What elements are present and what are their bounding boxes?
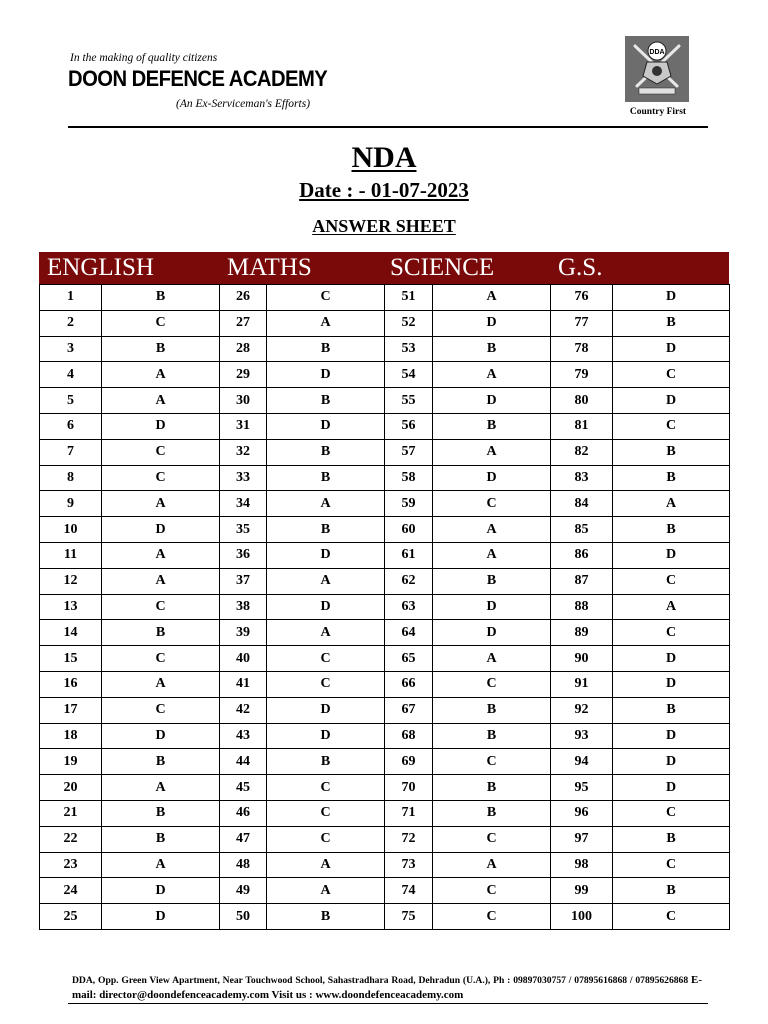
question-number-cell: 60: [385, 517, 433, 543]
answer-key-cell: B: [102, 800, 220, 826]
answer-key-cell: D: [102, 723, 220, 749]
question-number-cell: 73: [385, 852, 433, 878]
question-number-cell: 89: [551, 620, 613, 646]
question-number-cell: 26: [220, 285, 267, 311]
question-number-cell: 33: [220, 465, 267, 491]
answer-key-cell: C: [613, 904, 730, 930]
answer-key-cell: C: [613, 852, 730, 878]
answer-key-cell: C: [267, 646, 385, 672]
answer-key-cell: A: [433, 439, 551, 465]
answer-key-cell: A: [102, 568, 220, 594]
answer-key-cell: D: [267, 362, 385, 388]
answer-key-cell: B: [267, 465, 385, 491]
table-row: [40, 336, 730, 362]
table-row: [40, 878, 730, 904]
question-number-cell: 95: [551, 775, 613, 801]
question-number-cell: 68: [385, 723, 433, 749]
question-number-cell: 11: [40, 542, 102, 568]
question-number-cell: 70: [385, 775, 433, 801]
answer-key-cell: C: [433, 826, 551, 852]
answer-key-cell: B: [613, 517, 730, 543]
table-row: [40, 775, 730, 801]
question-number-cell: 54: [385, 362, 433, 388]
question-number-cell: 35: [220, 517, 267, 543]
section-science: SCIENCE: [390, 254, 495, 281]
question-number-cell: 9: [40, 491, 102, 517]
question-number-cell: 61: [385, 542, 433, 568]
academy-subtitle: (An Ex-Serviceman's Efforts): [176, 98, 311, 110]
answer-key-cell: B: [433, 775, 551, 801]
table-row: [40, 465, 730, 491]
question-number-cell: 92: [551, 697, 613, 723]
answer-key-cell: D: [267, 697, 385, 723]
answer-key-cell: B: [433, 568, 551, 594]
question-number-cell: 45: [220, 775, 267, 801]
table-row: [40, 800, 730, 826]
question-number-cell: 59: [385, 491, 433, 517]
question-number-cell: 10: [40, 517, 102, 543]
question-number-cell: 27: [220, 310, 267, 336]
answer-table: [39, 284, 730, 930]
answer-key-cell: B: [102, 285, 220, 311]
sheet-title-text: ANSWER SHEET: [312, 216, 456, 236]
answer-key-cell: B: [613, 465, 730, 491]
question-number-cell: 55: [385, 388, 433, 414]
answer-key-cell: D: [613, 542, 730, 568]
question-number-cell: 65: [385, 646, 433, 672]
question-number-cell: 87: [551, 568, 613, 594]
question-number-cell: 49: [220, 878, 267, 904]
answer-key-cell: A: [267, 310, 385, 336]
answer-table-body: [40, 285, 730, 930]
question-number-cell: 4: [40, 362, 102, 388]
exam-date: [0, 178, 768, 203]
question-number-cell: 85: [551, 517, 613, 543]
question-number-cell: 18: [40, 723, 102, 749]
question-number-cell: 47: [220, 826, 267, 852]
answer-key-cell: A: [102, 362, 220, 388]
answer-key-cell: B: [433, 697, 551, 723]
question-number-cell: 8: [40, 465, 102, 491]
answer-key-cell: C: [102, 697, 220, 723]
question-number-cell: 63: [385, 594, 433, 620]
answer-key-cell: A: [102, 388, 220, 414]
academy-name: DOON DEFENCE ACADEMY: [68, 66, 328, 91]
question-number-cell: 29: [220, 362, 267, 388]
answer-key-cell: B: [613, 439, 730, 465]
question-number-cell: 32: [220, 439, 267, 465]
answer-key-cell: B: [433, 413, 551, 439]
answer-key-cell: C: [613, 413, 730, 439]
answer-key-cell: A: [267, 568, 385, 594]
answer-key-cell: D: [613, 723, 730, 749]
table-row: [40, 362, 730, 388]
answer-key-cell: C: [433, 671, 551, 697]
question-number-cell: 3: [40, 336, 102, 362]
question-number-cell: 39: [220, 620, 267, 646]
question-number-cell: 51: [385, 285, 433, 311]
question-number-cell: 40: [220, 646, 267, 672]
answer-key-cell: C: [613, 620, 730, 646]
answer-key-cell: A: [102, 542, 220, 568]
question-number-cell: 79: [551, 362, 613, 388]
question-number-cell: 88: [551, 594, 613, 620]
answer-key-cell: C: [102, 439, 220, 465]
question-number-cell: 20: [40, 775, 102, 801]
answer-key-cell: B: [102, 336, 220, 362]
answer-key-cell: A: [433, 646, 551, 672]
academy-logo: [625, 36, 689, 102]
question-number-cell: 76: [551, 285, 613, 311]
question-number-cell: 34: [220, 491, 267, 517]
answer-key-cell: A: [102, 491, 220, 517]
question-number-cell: 13: [40, 594, 102, 620]
question-number-cell: 5: [40, 388, 102, 414]
table-row: [40, 310, 730, 336]
question-number-cell: 23: [40, 852, 102, 878]
answer-key-cell: A: [267, 491, 385, 517]
question-number-cell: 58: [385, 465, 433, 491]
question-number-cell: 78: [551, 336, 613, 362]
answer-key-cell: C: [267, 775, 385, 801]
answer-key-cell: D: [102, 878, 220, 904]
answer-key-cell: D: [102, 904, 220, 930]
question-number-cell: 28: [220, 336, 267, 362]
answer-key-cell: D: [613, 775, 730, 801]
answer-key-cell: B: [267, 517, 385, 543]
answer-key-cell: A: [267, 852, 385, 878]
answer-key-cell: B: [267, 439, 385, 465]
question-number-cell: 72: [385, 826, 433, 852]
answer-key-cell: B: [267, 336, 385, 362]
question-number-cell: 42: [220, 697, 267, 723]
question-number-cell: 41: [220, 671, 267, 697]
question-number-cell: 38: [220, 594, 267, 620]
question-number-cell: 17: [40, 697, 102, 723]
footer-divider: [68, 1003, 708, 1004]
answer-key-cell: D: [433, 620, 551, 646]
question-number-cell: 36: [220, 542, 267, 568]
question-number-cell: 80: [551, 388, 613, 414]
answer-key-cell: D: [102, 517, 220, 543]
footer-contact: [72, 973, 702, 1003]
question-number-cell: 43: [220, 723, 267, 749]
question-number-cell: 66: [385, 671, 433, 697]
question-number-cell: 64: [385, 620, 433, 646]
question-number-cell: 75: [385, 904, 433, 930]
answer-key-cell: C: [102, 310, 220, 336]
question-number-cell: 93: [551, 723, 613, 749]
answer-key-cell: C: [102, 594, 220, 620]
answer-key-cell: D: [613, 336, 730, 362]
question-number-cell: 1: [40, 285, 102, 311]
table-row: [40, 594, 730, 620]
answer-key-cell: C: [613, 568, 730, 594]
answer-key-cell: D: [613, 388, 730, 414]
question-number-cell: 25: [40, 904, 102, 930]
table-row: [40, 723, 730, 749]
answer-key-cell: B: [102, 749, 220, 775]
footer-address: DDA, Opp. Green View Apartment, Near Touchwood School, Sahastradhara Road, Dehradun (U.A.), Ph : 09897030757 / 07895616868 / 07895626868: [72, 975, 689, 986]
question-number-cell: 22: [40, 826, 102, 852]
question-number-cell: 69: [385, 749, 433, 775]
table-row: [40, 671, 730, 697]
sheet-title: [0, 216, 768, 237]
answer-key-cell: D: [433, 465, 551, 491]
answer-key-cell: D: [267, 542, 385, 568]
table-row: [40, 749, 730, 775]
exam-title-text: NDA: [351, 141, 417, 174]
answer-key-cell: B: [433, 723, 551, 749]
answer-key-cell: B: [613, 310, 730, 336]
answer-key-cell: C: [267, 826, 385, 852]
answer-key-cell: B: [102, 826, 220, 852]
tagline: In the making of quality citizens: [70, 52, 218, 64]
question-number-cell: 2: [40, 310, 102, 336]
table-row: [40, 517, 730, 543]
table-row: [40, 413, 730, 439]
answer-key-cell: B: [267, 904, 385, 930]
answer-key-cell: A: [613, 594, 730, 620]
answer-key-cell: C: [267, 671, 385, 697]
table-row: [40, 904, 730, 930]
question-number-cell: 98: [551, 852, 613, 878]
question-number-cell: 96: [551, 800, 613, 826]
answer-key-cell: A: [433, 852, 551, 878]
answer-key-cell: B: [613, 826, 730, 852]
question-number-cell: 53: [385, 336, 433, 362]
answer-key-cell: A: [613, 491, 730, 517]
question-number-cell: 16: [40, 671, 102, 697]
answer-key-cell: C: [267, 285, 385, 311]
section-english: ENGLISH: [47, 254, 154, 281]
question-number-cell: 81: [551, 413, 613, 439]
question-number-cell: 7: [40, 439, 102, 465]
answer-key-cell: A: [102, 775, 220, 801]
answer-key-cell: B: [433, 800, 551, 826]
exam-date-text: Date : - 01-07-2023: [299, 178, 469, 202]
answer-key-cell: C: [433, 904, 551, 930]
question-number-cell: 30: [220, 388, 267, 414]
section-header-band: [39, 252, 729, 284]
answer-key-cell: C: [102, 646, 220, 672]
answer-key-cell: A: [102, 671, 220, 697]
question-number-cell: 46: [220, 800, 267, 826]
question-number-cell: 31: [220, 413, 267, 439]
answer-key-cell: D: [613, 646, 730, 672]
question-number-cell: 50: [220, 904, 267, 930]
question-number-cell: 90: [551, 646, 613, 672]
question-number-cell: 19: [40, 749, 102, 775]
answer-key-cell: A: [433, 362, 551, 388]
table-row: [40, 388, 730, 414]
table-row: [40, 285, 730, 311]
answer-key-cell: D: [433, 594, 551, 620]
answer-key-cell: B: [613, 697, 730, 723]
answer-key-cell: D: [613, 749, 730, 775]
question-number-cell: 97: [551, 826, 613, 852]
table-row: [40, 620, 730, 646]
question-number-cell: 100: [551, 904, 613, 930]
question-number-cell: 71: [385, 800, 433, 826]
table-row: [40, 568, 730, 594]
question-number-cell: 21: [40, 800, 102, 826]
answer-key-cell: A: [267, 620, 385, 646]
table-row: [40, 852, 730, 878]
question-number-cell: 83: [551, 465, 613, 491]
question-number-cell: 57: [385, 439, 433, 465]
section-maths: MATHS: [227, 254, 312, 281]
question-number-cell: 12: [40, 568, 102, 594]
table-row: [40, 826, 730, 852]
answer-key-cell: D: [433, 310, 551, 336]
answer-key-cell: B: [613, 878, 730, 904]
table-row: [40, 697, 730, 723]
question-number-cell: 91: [551, 671, 613, 697]
table-row: [40, 646, 730, 672]
question-number-cell: 14: [40, 620, 102, 646]
answer-key-cell: D: [433, 388, 551, 414]
question-number-cell: 77: [551, 310, 613, 336]
answer-key-cell: D: [102, 413, 220, 439]
exam-title: [0, 141, 768, 175]
answer-key-cell: A: [267, 878, 385, 904]
answer-key-cell: D: [613, 671, 730, 697]
header-divider: [68, 126, 708, 128]
answer-key-cell: B: [433, 336, 551, 362]
question-number-cell: 37: [220, 568, 267, 594]
question-number-cell: 24: [40, 878, 102, 904]
answer-key-cell: C: [613, 362, 730, 388]
question-number-cell: 52: [385, 310, 433, 336]
answer-key-cell: B: [267, 388, 385, 414]
footer-email-web: E-mail: director@doondefenceacademy.com Visit us : www.doondefenceacademy.com: [72, 974, 702, 1001]
question-number-cell: 44: [220, 749, 267, 775]
question-number-cell: 94: [551, 749, 613, 775]
question-number-cell: 84: [551, 491, 613, 517]
answer-key-cell: C: [267, 800, 385, 826]
question-number-cell: 15: [40, 646, 102, 672]
question-number-cell: 82: [551, 439, 613, 465]
question-number-cell: 86: [551, 542, 613, 568]
answer-key-cell: C: [433, 878, 551, 904]
answer-key-cell: D: [267, 723, 385, 749]
answer-key-cell: C: [613, 800, 730, 826]
answer-key-cell: C: [433, 749, 551, 775]
table-row: [40, 542, 730, 568]
question-number-cell: 48: [220, 852, 267, 878]
answer-key-cell: A: [433, 542, 551, 568]
question-number-cell: 99: [551, 878, 613, 904]
answer-key-cell: D: [613, 285, 730, 311]
answer-key-cell: B: [102, 620, 220, 646]
question-number-cell: 62: [385, 568, 433, 594]
logo-caption: Country First: [629, 107, 687, 117]
answer-key-cell: D: [267, 594, 385, 620]
answer-key-cell: A: [102, 852, 220, 878]
logo-initials: DDA: [649, 49, 665, 56]
answer-key-cell: A: [433, 285, 551, 311]
answer-key-cell: C: [433, 491, 551, 517]
answer-key-cell: D: [267, 413, 385, 439]
table-row: [40, 439, 730, 465]
question-number-cell: 74: [385, 878, 433, 904]
table-row: [40, 491, 730, 517]
section-gs: G.S.: [558, 254, 603, 281]
question-number-cell: 56: [385, 413, 433, 439]
answer-key-cell: B: [267, 749, 385, 775]
question-number-cell: 67: [385, 697, 433, 723]
answer-key-cell: C: [102, 465, 220, 491]
question-number-cell: 6: [40, 413, 102, 439]
answer-key-cell: A: [433, 517, 551, 543]
